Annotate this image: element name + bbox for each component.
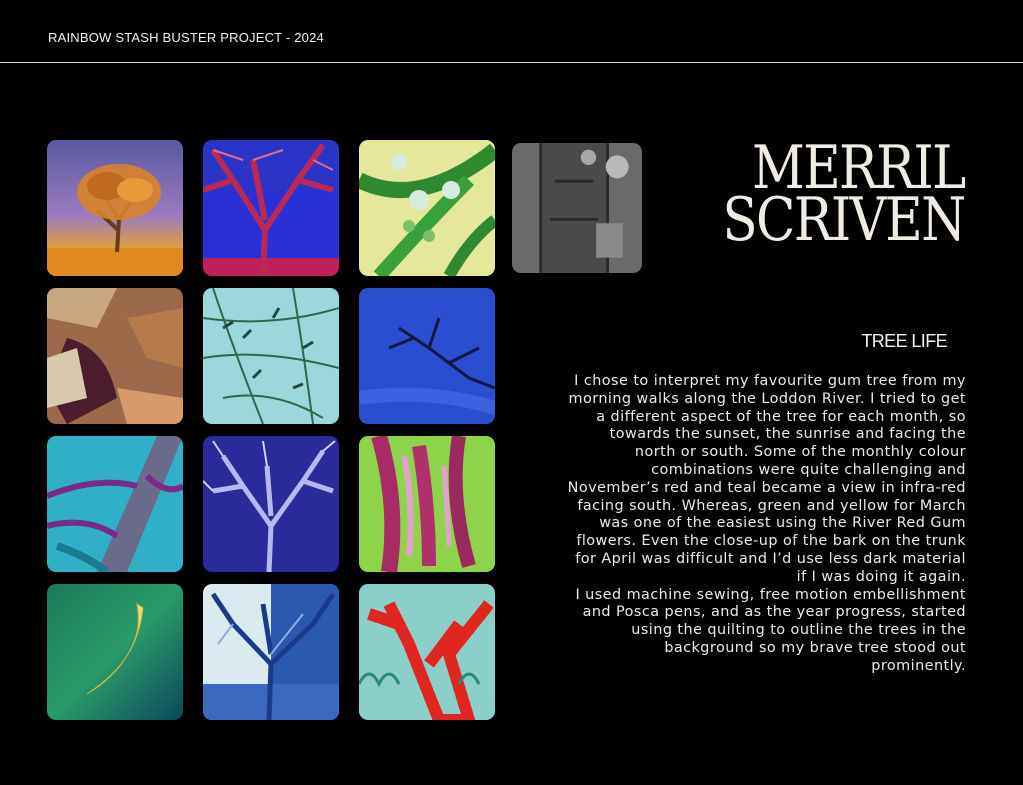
quilt-tile-purple-trunk-teal xyxy=(47,436,183,572)
quilt-tile-red-branches-blue xyxy=(203,140,339,276)
quilt-tile-teal-gum-leaves xyxy=(203,288,339,424)
quilt-tile-grey-bark-trunk xyxy=(512,143,642,273)
artist-name xyxy=(722,133,965,255)
quilt-tile-red-tree-teal xyxy=(359,584,495,720)
quilt-tile-blue-lavender-tree xyxy=(203,436,339,572)
quilt-gallery xyxy=(47,140,647,725)
quilt-tile-green-gum-flowers xyxy=(359,140,495,276)
quilt-tile-orange-sunset-tree xyxy=(47,140,183,276)
quilt-tile-green-yellow-leaf xyxy=(47,584,183,720)
artist-statement xyxy=(566,373,966,676)
header-divider xyxy=(0,62,1023,63)
quilt-tile-magenta-leaves-green xyxy=(359,436,495,572)
artist-first-name: MERRIL xyxy=(752,133,965,203)
statement-paragraph-1: I chose to interpret my favourite gum tree from my morning walks along the Loddon River. I tried to get a different aspect of the tree for each month, so towards the sunset, the sunrise and facing the north or south. Some of the monthly colour combinations were quite challenging and November’s red and teal became a view in infra-red facing south. Whereas, green and yellow for March was one of the easiest using the River Red Gum flowers. Even the close-up of the bark on the trunk for April was difficult and I’d use less dark material if I was doing it again. xyxy=(567,373,966,585)
quilt-tile-blue-split-tree xyxy=(203,584,339,720)
section-title: TREE LIFE xyxy=(861,331,947,351)
quilt-tile-brown-bark-closeup xyxy=(47,288,183,424)
statement-paragraph-2: I used machine sewing, free motion embellishment and Posca pens, and as the year progress, started using the quilting to outline the trees in the background so my brave tree stood out prominently. xyxy=(575,586,966,674)
quilt-tile-blue-branch xyxy=(359,288,495,424)
artist-last-name: SCRIVEN xyxy=(722,185,965,255)
page-header-title: RAINBOW STASH BUSTER PROJECT - 2024 xyxy=(48,30,324,45)
